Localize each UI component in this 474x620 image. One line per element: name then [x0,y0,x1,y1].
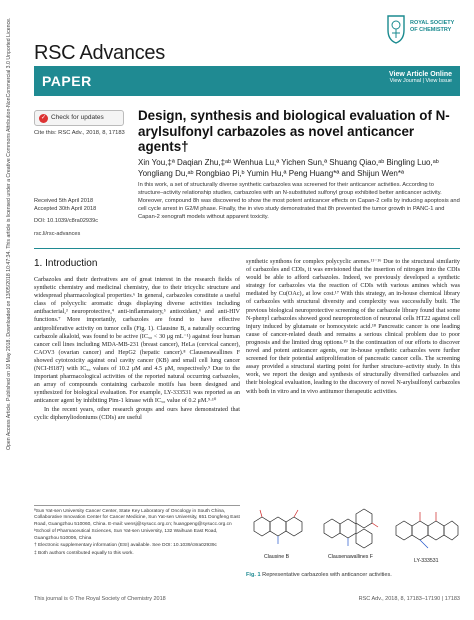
journal-link[interactable]: rsc.li/rsc-advances [34,231,81,237]
clausenawallines-f-structure [324,509,378,548]
view-links [389,71,452,84]
doi[interactable]: DOI: 10.1039/c8ra02939c [34,218,99,224]
update-check-icon: ✓ [40,115,47,121]
figure-caption-text: Representative carbazoles with anticancer activities. [262,572,392,578]
journal-title: RSC Advances [34,42,165,64]
article-title: Design, synthesis and biological evaluation of N-arylsulfonyl carbazoles as novel anticancer agents† [138,108,450,154]
right-column [246,258,460,396]
rsc-logo-text: ROYAL SOCIETY OF CHEMISTRY [410,20,455,33]
received-date: Received 5th April 2018 [34,198,94,204]
paragraph: synthetic synthons for complex polycyclic arenes.¹¹⁻¹⁶ Due to the structural similarity of carbazoles and CDIs, it was envisioned that the insertion of nitrogen into the CDIs would be able to afford carbazoles. Indeed, we previously developed a synthetic strategy for carbazoles via the reaction of CDIs with various amines which was mediated by Cu(OAc)₂ at low cost.¹⁷ With this strategy, an in-house chemical library of carbazoles with structural diversity and complexity was successfully built. The previous biological neuroprotective screening of the carbazole library found that some N-phenyl carbazoles showed good neuroprotection of neuronal cells HT22 against cell injury induced by glutamate or homocysteic acid.¹⁸ Pancreatic cancer is one leading cause of cancer-related death and remains a serious clinical problem due to poor prognosis and the limited drug options.¹⁹ In the continuation of our efforts to discover novel and potent anticancer agents, our in-house synthetic carbazoles were further screened for their potential antiproliferation of pancreatic cancer cells. The screening assay provided a structural starting point for further structure–activity study. In this work, we report the design and synthesis of structurally diversified carbazoles and their biological evaluation, leading to the discovery of novel N-arylsulfonyl carbazoles with both in vitro and in vivo antitumor therapeutic activities. [246,259,460,395]
ly-333531-structure [396,512,458,548]
figure-1-structures [246,500,460,568]
accepted-date: Accepted 30th April 2018 [34,205,97,212]
rsc-crest-icon [384,14,408,44]
left-column [34,276,240,422]
clausine-b-structure [254,510,302,544]
article-dates [34,198,96,213]
footer-citation: RSC Adv., 2018, 8, 17183–17190 | 17183 [358,596,460,602]
footnote: ᵇSchool of Pharmaceutical Sciences, Sun Yat-sen University, 132 Waihuan East Road, Guangzhou 510006, China [34,529,218,541]
check-for-updates-button[interactable] [34,110,124,126]
paragraph: In the recent years, other research groups and ours have demonstrated that cyclic diphenyliodoniums (CDIs) are useful [34,406,240,421]
footnotes [34,505,240,559]
paragraph: Carbazoles and their derivatives are of great interest in the research fields of synthetic chemistry and medicinal chemistry, due to their tricyclic structure and widespread pharmacological properties.⁶ In general, carbazoles constitute a useful class of polycyclic aromatic drugs displaying diverse activities including antibacterial,³ neuroprotective,⁴ anti-inflammatory,⁵ antioxidant,⁶ and anti-HIV functions.⁷ More importantly, carbazoles are found to have effective antiproliferative activity on tumor cells (Fig. 1). Clausine B, a naturally occurring carbazole alkaloid, was found to be active (IC₅₀ < 30 μg mL⁻¹) against four human cancer cell lines including MDA-MB-231 (breast cancer), HeLa (cervical cancer), CAOV3 (ovarian cancer) and HepG2 (hepatic cancer).⁸ Clausenawallines F showed cytotoxicity against oral cavity cancer (KB) and small cell lung cancer (NCI-H187) with IC₅₀ values of 10.2 μM and 4.5 μM, respectively.⁹ Due to the important pharmacological activities of the reported natural occurring carbazoles, an array of compounds containing carbazole motifs has been designed and synthesized for biological evaluation. For example, LY-333531 was reported as an anticancer agent by inhibiting Pim-1 kinase with IC₅₀ value of 0.2 μM.⁹·¹⁰ [34,277,240,405]
section-heading: 1. Introduction [34,258,98,269]
figure-label: Clausine B [264,554,290,560]
abstract: In this work, a set of structurally diverse synthetic carbazoles was screened for their anticancer activities. According to structure–activity relationship studies, carbazoles with an N-substituted sulfonyl group exhibited better anticancer activity. Moreover, compound 8h was discovered to show the most potent anticancer effects on Capan-2 cells by inducing apoptosis and cell cycle arrest in G2/M phase. Finally, the in vivo study demonstrated that 8h prevented the tumor growth in PANC-1 and Capan-2 xenograft models without apparent toxicity. [138,182,460,220]
view-journal-issue-link[interactable]: View Journal | View Issue [389,78,452,84]
footnote: † Electronic supplementary information (ESI) available. See DOI: 10.1039/c8ra02939c [34,543,217,549]
figure-caption-label: Fig. 1 [246,572,261,578]
open-access-text: Open Access Article. Published on 10 May 2018. Downloaded on 13/05/2018 10:47:34. This article is licensed under a Creative Commons Attribution-NonCommercial 3.0 Unported Licence. [6,17,12,450]
header-divider [34,248,460,249]
open-access-notice [6,17,16,450]
check-updates-label: Check for updates [51,114,104,121]
author-list: Xin You,‡ª Daqian Zhu,‡ᵃᵇ Wenhua Lu,ª Yichen Sun,ª Shuang Qiao,ᵃᵇ Bingling Luo,ᵃᵇ Yongliang Du,ᵃᵇ Rongbiao Pi,ᵇ Yumin Hu,ª Peng Huang*ª and Shijun Wen*ª [138,158,439,178]
footnote: ‡ Both authors contributed equally to this work. [34,551,134,557]
figure-label: Clausenawallines F [328,554,373,560]
rsc-logo [384,14,456,50]
footnote: ªSun Yat-sen University Cancer Center, State Key Laboratory of Oncology in South China, Collaborative Innovation Center for Cancer Medicine, Sun Yat-sen University, 651 Dongfeng East Road, Guangzhou 510060, China. E-mail: wensj@sysucc.org.cn; huangpeng@sysucc.org.cn [34,509,240,527]
view-article-online-link[interactable]: View Article Online [388,71,452,78]
paper-type-label: PAPER [42,73,92,89]
figure-label: LY-333531 [414,558,439,564]
footer-copyright: This journal is © The Royal Society of Chemistry 2018 [34,596,166,602]
figure-caption [246,572,460,578]
paper-type-bar [34,66,460,96]
cite-line: Cite this: RSC Adv., 2018, 8, 17183 [34,130,125,136]
